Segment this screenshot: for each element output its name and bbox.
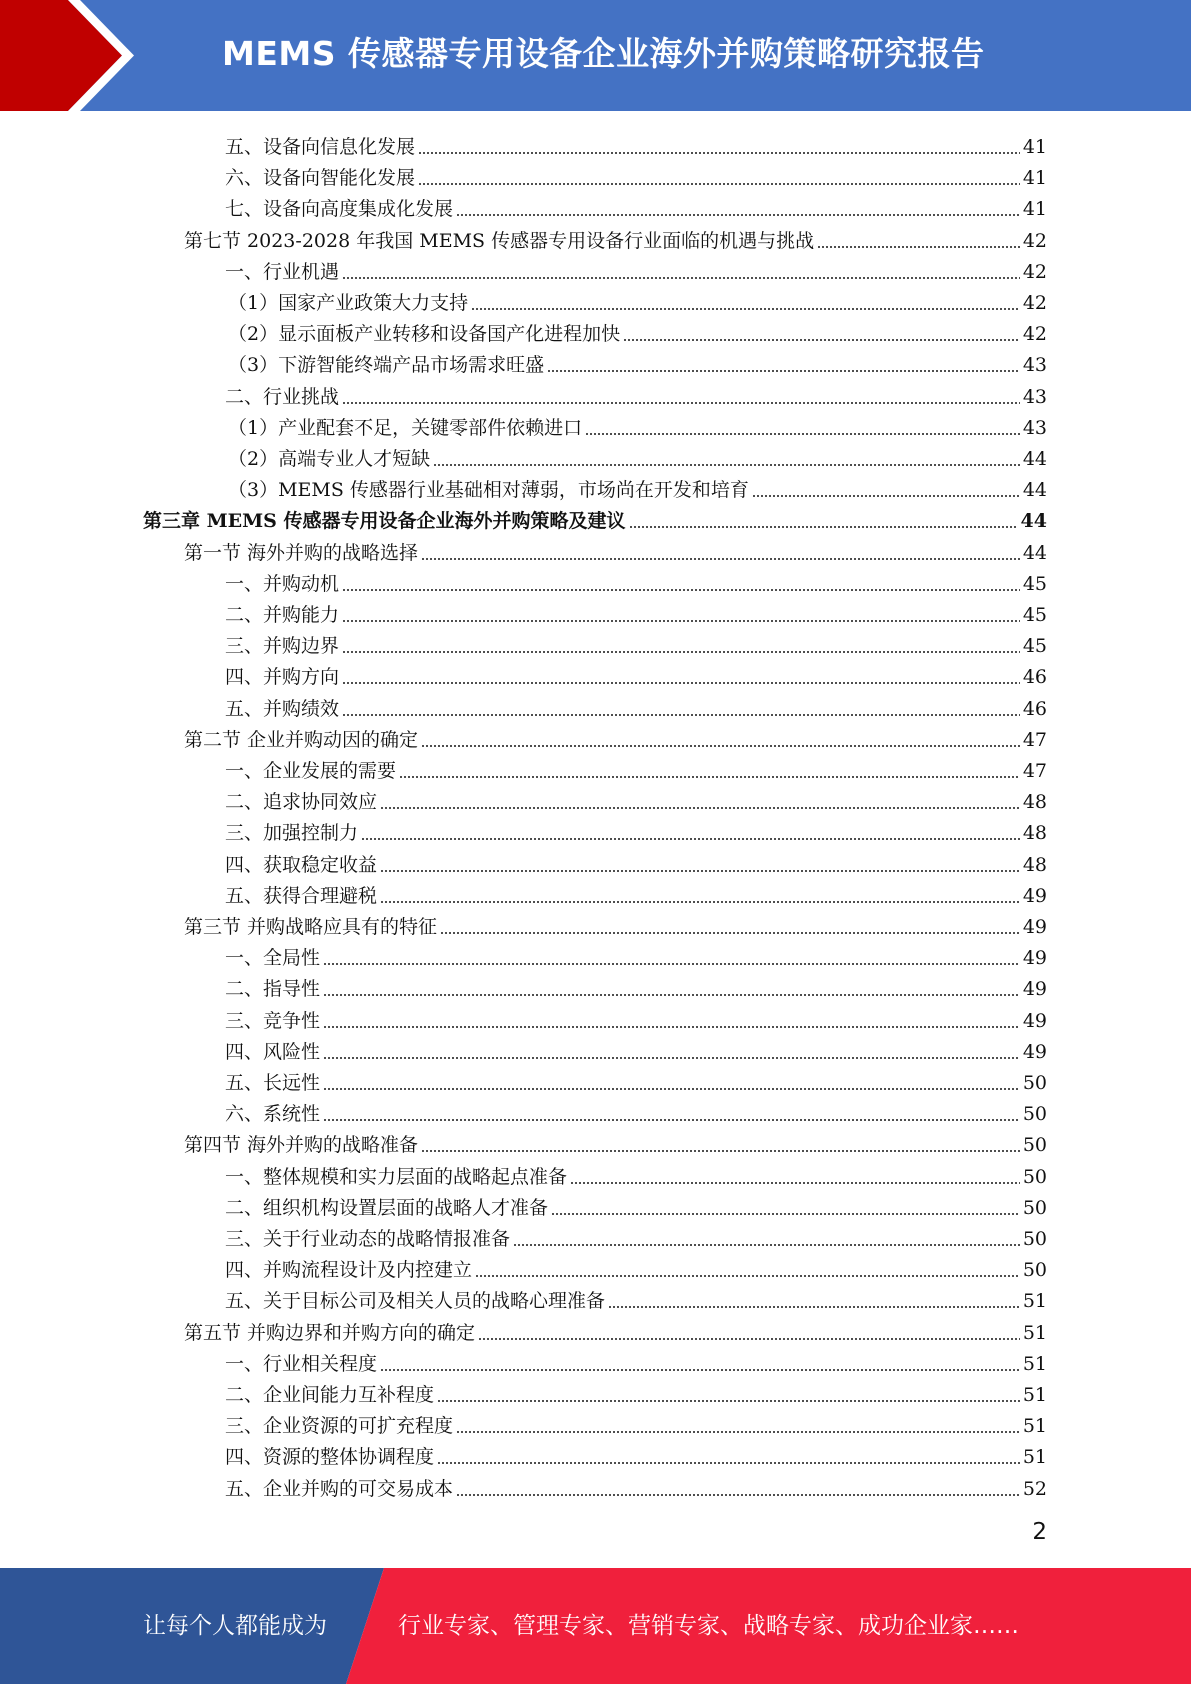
toc-dot-leader xyxy=(399,776,1020,778)
toc-entry-page: 51 xyxy=(1022,1415,1047,1438)
toc-entry-title: 第二节 企业并购动因的确定 xyxy=(184,728,419,751)
toc-entry-title: 第一节 海外并购的战略选择 xyxy=(184,541,419,564)
toc-dot-leader xyxy=(323,994,1020,996)
toc-entry[interactable] xyxy=(228,284,1047,315)
toc-entry-page: 41 xyxy=(1022,136,1047,158)
toc-entry-title: 七、设备向高度集成化发展 xyxy=(225,198,454,221)
toc-dot-leader xyxy=(475,1275,1020,1277)
toc-entry-title: 二、追求协同效应 xyxy=(225,791,378,814)
toc-dot-leader xyxy=(342,651,1020,653)
toc-entry-page: 50 xyxy=(1022,1165,1047,1188)
toc-entry-page: 50 xyxy=(1022,1259,1047,1282)
toc-entry-title: 第三章 MEMS 传感器专用设备企业海外并购策略及建议 xyxy=(143,510,626,533)
toc-entry[interactable] xyxy=(228,440,1047,471)
toc-entry[interactable] xyxy=(228,315,1047,346)
toc-dot-leader xyxy=(585,433,1020,435)
toc-dot-leader xyxy=(471,308,1020,310)
report-title: MEMS 传感器专用设备企业海外并购策略研究报告 xyxy=(222,34,985,73)
toc-entry-title: 二、行业挑战 xyxy=(225,385,340,408)
toc-entry-page: 43 xyxy=(1022,385,1047,408)
page-header xyxy=(0,0,1191,111)
toc-entry-title: 三、关于行业动态的战略情报准备 xyxy=(225,1228,511,1250)
toc-entry-title: 一、并购动机 xyxy=(225,572,340,595)
toc-entry-title: 五、企业并购的可交易成本 xyxy=(225,1477,454,1500)
toc-entry[interactable] xyxy=(225,846,1047,877)
toc-dot-leader xyxy=(433,464,1020,466)
toc-entry[interactable] xyxy=(225,752,1047,783)
toc-entry-title: （2）显示面板产业转移和设备国产化进程加快 xyxy=(228,323,621,346)
toc-dot-leader xyxy=(817,246,1020,248)
toc-dot-leader xyxy=(418,183,1020,185)
toc-dot-leader xyxy=(342,682,1020,684)
toc-entry[interactable] xyxy=(184,908,1047,939)
toc-entry-page: 48 xyxy=(1022,853,1047,876)
toc-entry-title: 四、并购方向 xyxy=(225,666,340,689)
toc-entry-page: 43 xyxy=(1022,354,1047,377)
toc-entry-page: 41 xyxy=(1022,167,1047,190)
toc-dot-leader xyxy=(456,1494,1020,1496)
toc-entry-title: 第三节 并购战略应具有的特征 xyxy=(184,916,438,938)
toc-entry-page: 51 xyxy=(1022,1446,1047,1469)
toc-entry[interactable] xyxy=(225,1438,1047,1469)
toc-dot-leader xyxy=(380,901,1020,903)
toc-entry-title: 一、整体规模和实力层面的战略起点准备 xyxy=(225,1165,568,1188)
toc-entry[interactable] xyxy=(184,222,1047,253)
toc-entry-page: 42 xyxy=(1022,292,1047,314)
toc-entry[interactable] xyxy=(143,502,1047,533)
toc-dot-leader xyxy=(342,620,1020,622)
toc-entry-title: 三、并购边界 xyxy=(225,635,340,658)
toc-dot-leader xyxy=(547,370,1020,372)
toc-dot-leader xyxy=(440,932,1020,934)
toc-entry[interactable] xyxy=(228,409,1047,440)
toc-entry[interactable] xyxy=(225,378,1047,409)
toc-dot-leader xyxy=(342,277,1020,279)
toc-entry[interactable] xyxy=(184,1126,1047,1157)
toc-dot-leader xyxy=(342,714,1020,716)
toc-entry-title: 四、资源的整体协调程度 xyxy=(225,1446,435,1469)
toc-entry-page: 50 xyxy=(1022,1196,1047,1219)
toc-entry-title: 二、指导性 xyxy=(225,978,321,1001)
toc-dot-leader xyxy=(380,1369,1020,1371)
toc-entry[interactable] xyxy=(225,814,1047,845)
header-arrow-decoration xyxy=(0,0,160,111)
toc-entry-page: 49 xyxy=(1022,884,1047,907)
toc-dot-leader xyxy=(623,339,1020,341)
toc-entry[interactable] xyxy=(225,1002,1047,1033)
toc-entry[interactable] xyxy=(225,627,1047,658)
toc-entry-page: 51 xyxy=(1022,1352,1047,1375)
toc-entry-title: 三、加强控制力 xyxy=(225,822,359,845)
toc-entry-page: 49 xyxy=(1022,947,1047,970)
toc-entry[interactable] xyxy=(225,159,1047,190)
toc-dot-leader xyxy=(629,526,1018,528)
toc-entry[interactable] xyxy=(225,1345,1047,1376)
toc-entry[interactable] xyxy=(225,1064,1047,1095)
toc-entry-page: 50 xyxy=(1022,1072,1047,1094)
toc-dot-leader xyxy=(323,1026,1020,1028)
toc-entry-title: 二、并购能力 xyxy=(225,604,340,626)
toc-entry-title: （1）产业配套不足，关键零部件依赖进口 xyxy=(228,416,583,439)
toc-entry-page: 48 xyxy=(1022,791,1047,814)
toc-entry[interactable] xyxy=(225,1033,1047,1064)
toc-entry-title: 五、获得合理避税 xyxy=(225,884,378,907)
toc-dot-leader xyxy=(421,1150,1020,1152)
toc-entry-page: 49 xyxy=(1022,916,1047,938)
toc-entry-title: 三、竞争性 xyxy=(225,1009,321,1032)
toc-entry-page: 48 xyxy=(1022,822,1047,845)
toc-dot-leader xyxy=(380,807,1020,809)
toc-entry-title: 四、获取稳定收益 xyxy=(225,853,378,876)
toc-entry-title: 第七节 2023-2028 年我国 MEMS 传感器专用设备行业面临的机遇与挑战 xyxy=(184,229,815,252)
toc-entry[interactable] xyxy=(225,1282,1047,1313)
toc-entry-title: 五、长远性 xyxy=(225,1072,321,1094)
toc-entry[interactable] xyxy=(184,534,1047,565)
toc-entry[interactable] xyxy=(225,783,1047,814)
toc-entry-page: 46 xyxy=(1022,697,1047,720)
toc-dot-leader xyxy=(342,402,1020,404)
toc-dot-leader xyxy=(478,1338,1020,1340)
toc-dot-leader xyxy=(752,495,1020,497)
toc-entry-title: 四、风险性 xyxy=(225,1040,321,1063)
toc-entry-title: （3）MEMS 传感器行业基础相对薄弱，市场尚在开发和培育 xyxy=(228,479,749,502)
toc-dot-leader xyxy=(570,1182,1020,1184)
toc-entry-page: 45 xyxy=(1022,572,1047,595)
toc-dot-leader xyxy=(456,1431,1020,1433)
toc-dot-leader xyxy=(323,1119,1020,1121)
toc-entry[interactable] xyxy=(184,721,1047,752)
toc-entry-title: 三、企业资源的可扩充程度 xyxy=(225,1415,454,1438)
toc-entry-page: 44 xyxy=(1022,479,1047,502)
toc-entry-page: 44 xyxy=(1022,448,1047,470)
toc-entry[interactable] xyxy=(225,1158,1047,1189)
toc-dot-leader xyxy=(361,838,1020,840)
toc-entry[interactable] xyxy=(225,1189,1047,1220)
toc-entry-title: 五、关于目标公司及相关人员的战略心理准备 xyxy=(225,1290,606,1313)
toc-entry[interactable] xyxy=(225,1220,1047,1251)
toc-entry[interactable] xyxy=(225,190,1047,221)
toc-dot-leader xyxy=(342,589,1020,591)
toc-entry[interactable] xyxy=(225,1376,1047,1407)
toc-entry-title: （2）高端专业人才短缺 xyxy=(228,448,431,470)
footer-slogan-left: 让每个人都能成为 xyxy=(143,1613,327,1639)
toc-entry-page: 50 xyxy=(1022,1134,1047,1157)
toc-dot-leader xyxy=(323,1057,1020,1059)
toc-entry-title: 一、行业相关程度 xyxy=(225,1352,378,1375)
toc-dot-leader xyxy=(380,870,1020,872)
toc-entry-page: 50 xyxy=(1022,1103,1047,1126)
toc-entry-page: 52 xyxy=(1022,1477,1047,1500)
toc-entry-page: 45 xyxy=(1022,604,1047,626)
toc-entry-page: 51 xyxy=(1022,1290,1047,1313)
toc-entry[interactable] xyxy=(225,877,1047,908)
toc-entry-page: 47 xyxy=(1022,760,1047,782)
toc-dot-leader xyxy=(456,214,1020,216)
toc-entry[interactable] xyxy=(225,658,1047,689)
toc-entry-page: 41 xyxy=(1022,198,1047,221)
toc-entry-title: 四、并购流程设计及内控建立 xyxy=(225,1259,473,1282)
toc-entry-title: 一、企业发展的需要 xyxy=(225,760,397,782)
toc-entry[interactable] xyxy=(184,1314,1047,1345)
toc-dot-leader xyxy=(608,1306,1020,1308)
toc-entry[interactable] xyxy=(228,346,1047,377)
toc-entry[interactable] xyxy=(225,1470,1047,1501)
toc-entry-page: 43 xyxy=(1022,416,1047,439)
footer-slogan-right: 行业专家、管理专家、营销专家、战略专家、成功企业家…… xyxy=(398,1613,1019,1639)
toc-entry[interactable] xyxy=(225,970,1047,1001)
toc-entry-page: 49 xyxy=(1022,1009,1047,1032)
toc-entry-page: 51 xyxy=(1022,1321,1047,1344)
toc-entry[interactable] xyxy=(225,1407,1047,1438)
toc-entry-page: 42 xyxy=(1022,260,1047,283)
toc-entry[interactable] xyxy=(225,1251,1047,1282)
toc-dot-leader xyxy=(513,1244,1020,1246)
toc-entry-title: （3）下游智能终端产品市场需求旺盛 xyxy=(228,354,545,377)
toc-entry[interactable] xyxy=(225,1095,1047,1126)
toc-dot-leader xyxy=(418,152,1020,154)
toc-entry[interactable] xyxy=(225,128,1047,159)
toc-entry-title: 第五节 并购边界和并购方向的确定 xyxy=(184,1321,476,1344)
toc-entry[interactable] xyxy=(225,596,1047,627)
toc-entry-page: 46 xyxy=(1022,666,1047,689)
toc-entry-title: 二、组织机构设置层面的战略人才准备 xyxy=(225,1196,549,1219)
toc-entry-page: 42 xyxy=(1022,229,1047,252)
toc-entry-page: 44 xyxy=(1022,541,1047,564)
toc-dot-leader xyxy=(551,1213,1020,1215)
toc-entry[interactable] xyxy=(225,253,1047,284)
toc-entry-title: 一、行业机遇 xyxy=(225,260,340,283)
toc-entry[interactable] xyxy=(225,690,1047,721)
toc-entry-page: 44 xyxy=(1020,510,1047,533)
toc-dot-leader xyxy=(437,1462,1020,1464)
toc-entry-page: 49 xyxy=(1022,1040,1047,1063)
toc-entry-title: 二、企业间能力互补程度 xyxy=(225,1384,435,1406)
toc-entry-title: （1）国家产业政策大力支持 xyxy=(228,292,469,314)
toc-dot-leader xyxy=(323,1088,1020,1090)
toc-entry-title: 六、系统性 xyxy=(225,1103,321,1126)
toc-entry[interactable] xyxy=(225,939,1047,970)
toc-entry-page: 51 xyxy=(1022,1384,1047,1406)
toc-entry-page: 45 xyxy=(1022,635,1047,658)
toc-dot-leader xyxy=(421,558,1020,560)
toc-entry-title: 六、设备向智能化发展 xyxy=(225,167,416,190)
toc-dot-leader xyxy=(437,1400,1020,1402)
toc-entry-title: 五、设备向信息化发展 xyxy=(225,136,416,158)
toc-entry-title: 一、全局性 xyxy=(225,947,321,970)
toc-dot-leader xyxy=(421,745,1020,747)
toc-dot-leader xyxy=(323,963,1020,965)
toc-entry-title: 第四节 海外并购的战略准备 xyxy=(184,1134,419,1157)
page-number: 2 xyxy=(1032,1519,1047,1545)
toc-entry-page: 42 xyxy=(1022,323,1047,346)
toc-entry-page: 47 xyxy=(1022,728,1047,751)
toc-entry-page: 50 xyxy=(1022,1228,1047,1250)
toc-entry[interactable] xyxy=(228,471,1047,502)
toc-entry-page: 49 xyxy=(1022,978,1047,1001)
page-footer xyxy=(0,1568,1191,1684)
toc-entry-title: 五、并购绩效 xyxy=(225,697,340,720)
toc-entry[interactable] xyxy=(225,565,1047,596)
